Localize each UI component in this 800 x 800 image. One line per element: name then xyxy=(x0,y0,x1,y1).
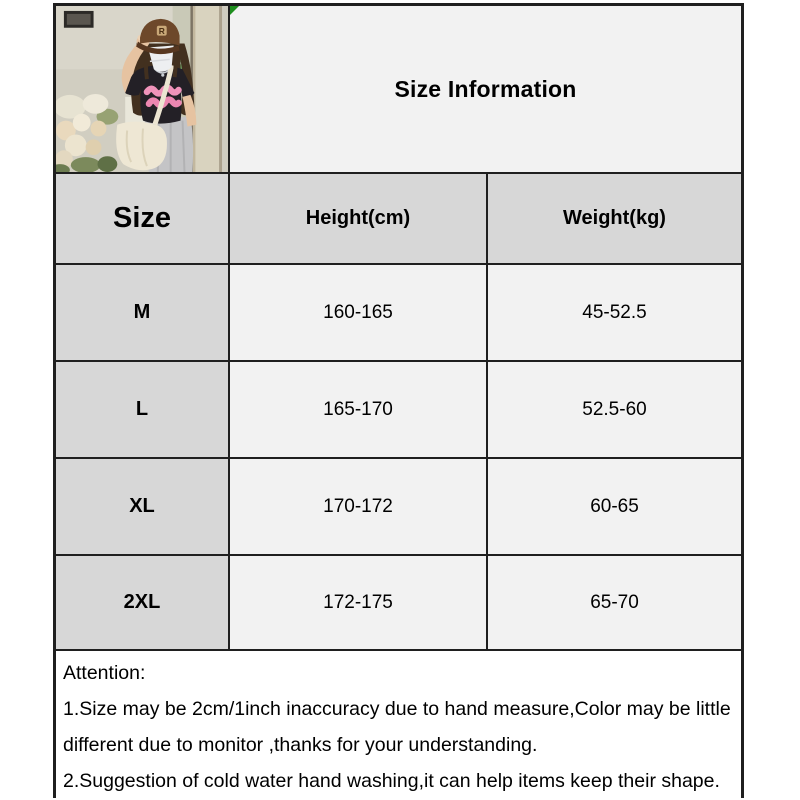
attention-note-line: different due to monitor ,thanks for your understanding. xyxy=(63,734,538,756)
title-cell xyxy=(230,6,741,172)
photo-picture-frame xyxy=(64,11,94,28)
height-value: 172-175 xyxy=(230,556,488,649)
table-row-l xyxy=(56,362,741,459)
weight-value: 65-70 xyxy=(488,556,741,649)
size-label: M xyxy=(56,265,230,360)
column-header-weight: Weight(kg) xyxy=(488,174,741,263)
product-photo-illustration xyxy=(56,6,228,172)
column-header-size: Size xyxy=(56,174,230,263)
weight-value: 52.5-60 xyxy=(488,362,741,457)
height-value: 170-172 xyxy=(230,459,488,554)
table-row-m xyxy=(56,265,741,362)
green-corner-accent xyxy=(230,6,239,15)
attention-note-line: 1.Size may be 2cm/1inch inaccuracy due to hand measure,Color may be little xyxy=(63,698,731,720)
weight-value: 60-65 xyxy=(488,459,741,554)
height-value: 160-165 xyxy=(230,265,488,360)
photo-door-mirror xyxy=(190,6,228,172)
table-row-top xyxy=(56,6,741,174)
table-row-xl xyxy=(56,459,741,556)
attention-section xyxy=(56,651,741,799)
height-value: 165-170 xyxy=(230,362,488,457)
table-header-row xyxy=(56,174,741,265)
attention-note-line: 2.Suggestion of cold water hand washing,it can help items keep their shape. xyxy=(63,770,720,792)
table-row-2xl xyxy=(56,556,741,651)
column-header-height: Height(cm) xyxy=(230,174,488,263)
size-label: L xyxy=(56,362,230,457)
size-label: XL xyxy=(56,459,230,554)
page-title: Size Information xyxy=(394,75,577,102)
size-label: 2XL xyxy=(56,556,230,649)
attention-label: Attention: xyxy=(63,662,146,684)
cap-logo-letter: R xyxy=(158,26,165,37)
attention-box xyxy=(56,651,741,799)
weight-value: 45-52.5 xyxy=(488,265,741,360)
product-photo xyxy=(56,6,230,172)
size-table xyxy=(53,3,744,798)
